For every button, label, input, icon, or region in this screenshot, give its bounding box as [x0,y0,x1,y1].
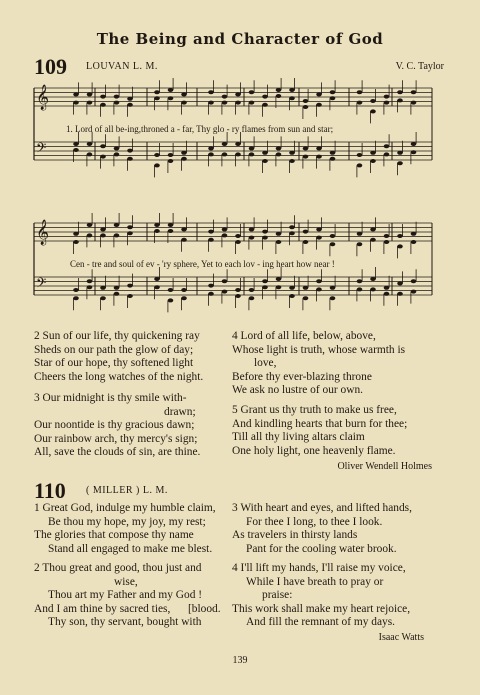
stanza-line: Stand all engaged to make me blest. [48,542,213,555]
note-head [181,92,187,96]
stanza-2 [34,562,202,630]
lyrics-line-2: Cen - tre and soul of ev - 'ry sphere, Yet to each lov - ing heart how near ! [70,259,335,269]
note-head [249,296,255,300]
note-head [384,234,390,238]
stanza-line: 2 Sun of our life, thy quickening ray [34,330,200,342]
note-head [370,227,376,231]
note-head [262,285,268,289]
stanza-3 [232,502,412,556]
page-number: 139 [232,655,248,666]
note-head [87,142,93,146]
note-head [370,109,376,113]
note-head [384,144,390,148]
note-head [289,225,295,229]
running-head: The Being and Character of God [96,30,384,48]
note-head [181,238,187,242]
note-head [235,240,241,244]
stanza-line: 4 Lord of all life, below, above, [232,330,376,342]
stanza-line: 2 Thou great and good, thou just and [34,562,202,574]
stanza-line: Before thy ever-blazing throne [232,370,372,383]
note-head [316,92,322,96]
note-head [168,159,174,163]
stanza-4 [232,330,405,398]
note-head [289,151,295,155]
note-head [370,99,376,103]
note-head [114,286,120,290]
note-head [100,286,106,290]
note-head [127,157,133,161]
note-head [114,146,120,150]
note-head [249,236,255,240]
note-head [276,232,282,236]
note-head [384,101,390,105]
note-head [276,240,282,244]
note-head [303,105,309,109]
note-head [276,285,282,289]
attribution-holmes: Oliver Wendell Holmes [337,461,432,472]
note-head [127,103,133,107]
attribution-watts: Isaac Watts [378,632,424,643]
stanza-line: 4 I'll lift my hands, I'll raise my voice, [232,562,406,574]
stanza-line: This work shall make my heart rejoice, [232,602,411,615]
note-head [181,101,187,105]
note-head [154,285,160,289]
bass-clef: 𝄢 [36,140,47,159]
stanza-line: For thee I long, to thee I look. [246,515,383,528]
note-head [357,279,363,283]
note-head [397,151,403,155]
note-head [249,227,255,231]
note-head [181,227,187,231]
note-head [370,287,376,291]
note-head [411,279,417,283]
note-head [154,96,160,100]
note-head [127,149,133,153]
note-head [73,148,79,152]
note-head [127,231,133,235]
note-head [127,284,133,288]
note-head [276,152,282,156]
note-head [168,288,174,292]
note-head [208,238,214,242]
note-head [411,232,417,236]
treble-clef: 𝄞 [36,85,50,110]
note-head [100,103,106,107]
note-head [289,96,295,100]
note-head [87,101,93,105]
note-head [384,286,390,290]
note-head [222,233,228,237]
note-head [330,157,336,161]
stanza-line: Star of our hope, thy softened light [34,357,194,370]
note-head [316,227,322,231]
stanza-line: Till all thy living altars claim [232,431,365,444]
note-head [289,159,295,163]
note-head [276,88,282,92]
note-head [222,290,228,294]
note-head [235,288,241,292]
note-head [262,236,268,240]
note-head [370,277,376,281]
stanza-line: drawn; [164,405,196,418]
blood-fragment: [blood. [188,603,221,615]
note-head [289,294,295,298]
note-head [114,152,120,156]
note-head [303,296,309,300]
note-head [100,227,106,231]
note-head [316,103,322,107]
note-head [262,151,268,155]
stanza-line: As travelers in thirsty lands [232,529,358,542]
stanza-line: Our noontide is thy gracious dawn; [34,419,195,432]
note-head [114,292,120,296]
note-head [397,281,403,285]
note-head [357,101,363,105]
note-head [262,159,268,163]
tune-name: ( MILLER ) L. M. [86,485,168,496]
note-head [397,161,403,165]
note-head [208,146,214,150]
note-head [181,296,187,300]
note-head [249,90,255,94]
note-head [262,230,268,234]
note-head [222,142,228,146]
stanza-5 [232,404,407,458]
note-head [154,90,160,94]
note-head [87,92,93,96]
note-head [114,223,120,227]
stanza-line: Thy son, thy servant, bought with [48,616,202,629]
note-head [249,146,255,150]
note-head [154,277,160,281]
note-head [73,240,79,244]
note-head [208,284,214,288]
note-head [289,231,295,235]
note-head [262,103,268,107]
note-head [208,101,214,105]
note-head [303,230,309,234]
stanza-line: wise, [114,575,138,588]
note-head [73,101,79,105]
note-head [100,233,106,237]
note-head [127,97,133,101]
note-head [330,234,336,238]
note-head [316,155,322,159]
note-head [397,90,403,94]
note-head [249,288,255,292]
note-head [208,230,214,234]
note-head [222,95,228,99]
note-head [330,286,336,290]
note-head [249,101,255,105]
note-head [208,90,214,94]
note-head [316,279,322,283]
stanza-line: Thou art my Father and my God ! [48,589,203,602]
tune-name: LOUVAN L. M. [86,61,158,72]
stanza-line: Be thou my hope, my joy, my rest; [48,515,206,528]
note-head [127,294,133,298]
note-head [87,223,93,227]
note-head [411,240,417,244]
note-head [73,288,79,292]
note-head [289,286,295,290]
stanza-1 [34,502,216,556]
note-head [208,152,214,156]
note-head [114,233,120,237]
note-head [222,152,228,156]
stanza-line: Whose light is truth, whose warmth is [232,343,406,356]
note-head [222,101,228,105]
note-head [262,279,268,283]
note-head [181,151,187,155]
hymn-110-header [34,478,444,504]
note-head [168,223,174,227]
note-head [87,152,93,156]
note-head [168,96,174,100]
note-head [397,98,403,102]
note-head [208,292,214,296]
note-head [370,238,376,242]
note-head [411,150,417,154]
note-head [411,142,417,146]
note-head [87,285,93,289]
note-head [168,229,174,233]
note-head [330,296,336,300]
stanza-line: And I am thine by sacred ties, [34,602,171,615]
note-head [384,240,390,244]
note-head [411,290,417,294]
note-head [168,298,174,302]
stanza-3 [34,392,200,460]
note-head [262,95,268,99]
note-head [357,90,363,94]
stanza-line: The glories that compose thy name [34,529,194,542]
note-head [276,146,282,150]
note-head [114,95,120,99]
note-head [316,287,322,291]
composer: V. C. Taylor [395,61,444,72]
stanza-line: love, [254,357,277,370]
note-head [87,279,93,283]
note-head [303,286,309,290]
stanza-line: Sheds on our path the glow of day; [34,343,194,356]
note-head [411,101,417,105]
stanza-line: 3 Our midnight is thy smile with- [34,392,187,404]
note-head [330,96,336,100]
note-head [330,242,336,246]
note-head [100,296,106,300]
stanza-line: Our rainbow arch, thy mercy's sign; [34,432,198,445]
note-head [384,292,390,296]
note-head [303,146,309,150]
note-head [357,242,363,246]
note-head [181,157,187,161]
stanza-line: All, save the clouds of sin, are thine. [34,446,201,459]
stanza-2 [34,330,203,384]
stanza-line: We ask no lustre of our own. [232,384,363,397]
note-head [235,142,241,146]
note-head [100,155,106,159]
note-head [73,92,79,96]
note-head [100,95,106,99]
note-head [168,88,174,92]
note-head [114,101,120,105]
note-head [316,146,322,150]
note-head [154,163,160,167]
note-head [303,99,309,103]
stanza-line: Pant for the cooling water brook. [246,542,397,555]
bass-clef: 𝄢 [36,275,47,294]
note-head [235,92,241,96]
note-head [384,95,390,99]
note-head [235,152,241,156]
note-head [357,163,363,167]
note-head [181,288,187,292]
stanza-line: 5 Grant us thy truth to make us free, [232,404,397,416]
note-head [357,232,363,236]
stanza-line: And kindling hearts that burn for thee; [232,417,408,430]
treble-clef: 𝄞 [36,220,50,245]
note-head [222,279,228,283]
note-head [249,152,255,156]
note-head [370,151,376,155]
note-head [73,296,79,300]
note-head [87,233,93,237]
stanza-line: And fill the remnant of my days. [246,616,395,629]
note-head [235,234,241,238]
stanza-line: praise: [262,589,293,602]
note-head [276,277,282,281]
note-head [73,232,79,236]
note-head [303,240,309,244]
stanza-line: While I have breath to pray or [246,575,384,588]
note-head [289,88,295,92]
note-head [73,142,79,146]
stanza-line: 1 Great God, indulge my humble claim, [34,502,216,514]
note-head [168,153,174,157]
stanza-line: One holy light, one heavenly flame. [232,444,396,457]
note-head [154,229,160,233]
note-head [330,90,336,94]
hymn-number: 110 [34,478,66,503]
note-head [276,94,282,98]
hymn-number: 109 [34,54,67,79]
note-head [316,236,322,240]
note-head [100,144,106,148]
note-head [357,153,363,157]
note-head [235,101,241,105]
note-head [397,292,403,296]
lyrics-line-1: 1. Lord of all be-ing,throned a - far, Thy glo - ry flames from sun and star; [66,124,334,134]
note-head [330,151,336,155]
note-head [357,287,363,291]
stanza-line: 3 With heart and eyes, and lifted hands, [232,502,412,514]
note-head [397,244,403,248]
note-head [235,294,241,298]
music-score [0,0,480,330]
note-head [411,90,417,94]
note-head [222,227,228,231]
note-head [303,155,309,159]
note-head [370,159,376,163]
stanza-4 [232,562,410,630]
note-head [397,234,403,238]
stanza-line: Cheers the long watches of the night. [34,370,204,383]
note-head [154,153,160,157]
note-head [127,225,133,229]
note-head [384,152,390,156]
note-head [154,223,160,227]
